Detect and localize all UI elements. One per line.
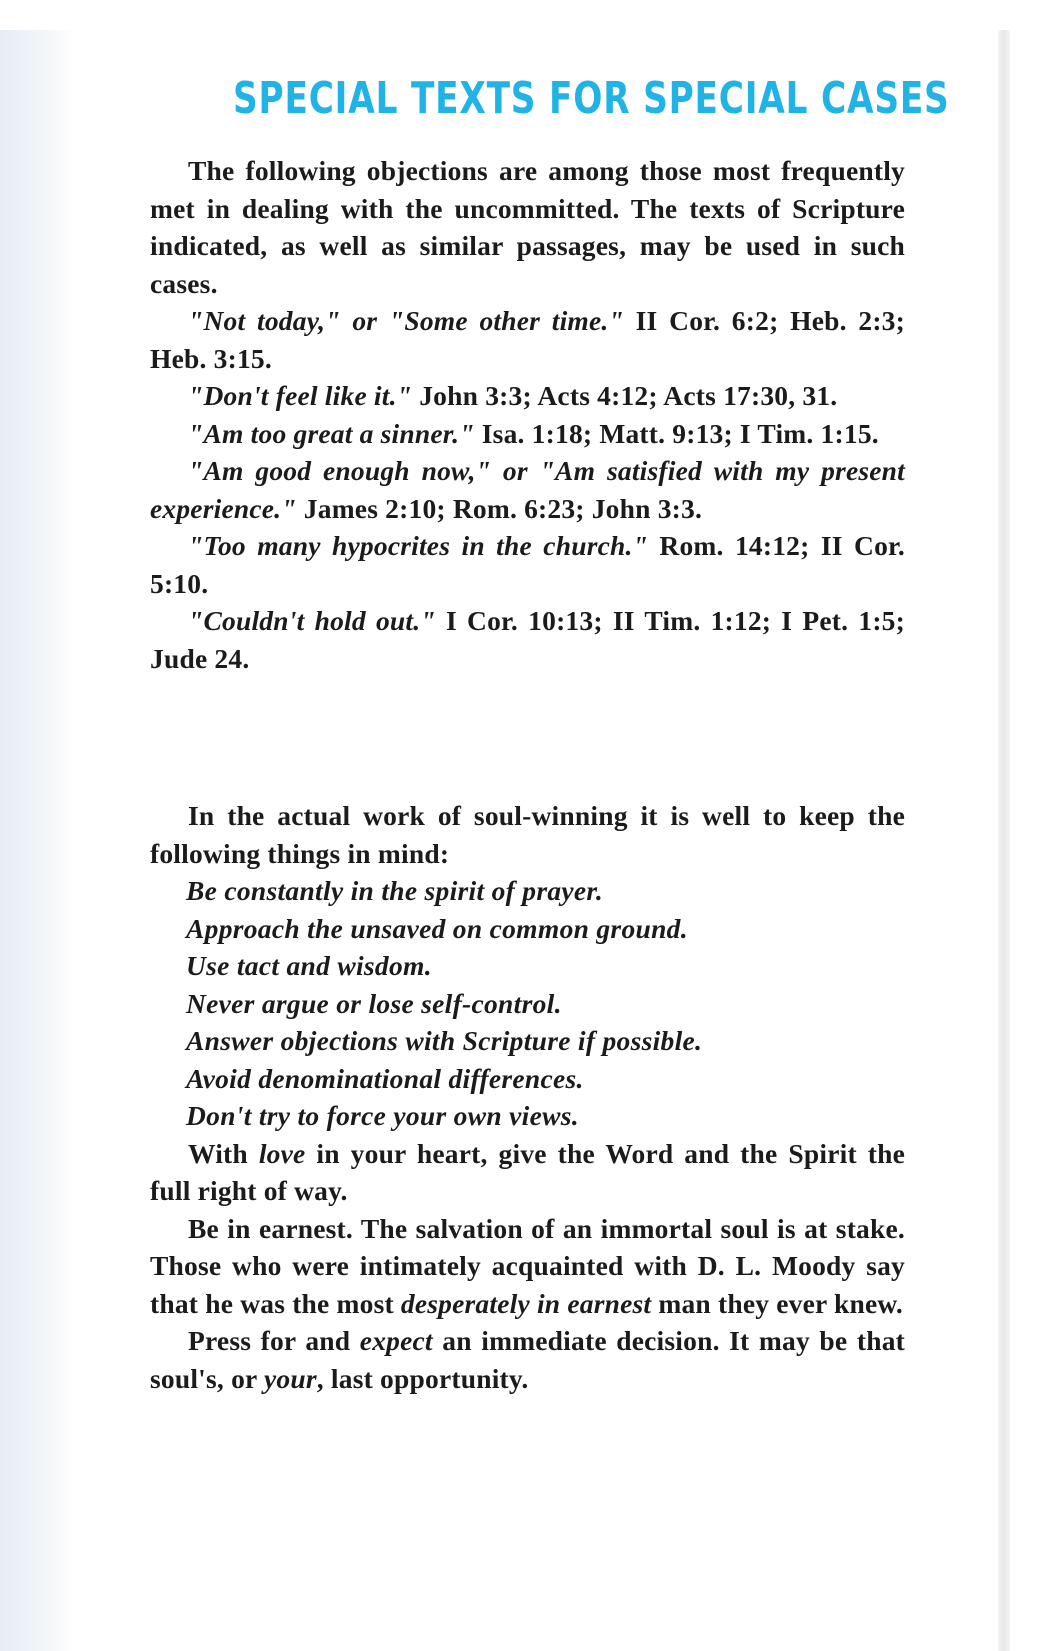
objection-quote: "Too many hypocrites in the church." [188, 530, 649, 561]
page-left-shadow [0, 30, 75, 1651]
objection-quote: "Couldn't hold out." [188, 605, 436, 636]
page-title: SPECIAL TEXTS FOR SPECIAL CASES [233, 73, 950, 124]
objection-quote: "Not today," or "Some other time." [188, 305, 624, 336]
tip-item: Use tact and wisdom. [186, 950, 432, 981]
objection-refs: James 2:10; Rom. 6:23; John 3:3. [296, 492, 703, 524]
emphasis-text: expect [359, 1325, 433, 1356]
objection-item [150, 377, 905, 415]
objection-refs: I Cor. 10:13; II Tim. 1:12; I Pet. 1:5; Jude 24. [150, 605, 905, 674]
section-gap [150, 677, 905, 797]
objection-item [150, 452, 905, 527]
objection-quote: "Don't feel like it." [188, 380, 413, 411]
love-paragraph [150, 1135, 905, 1210]
objection-item [150, 415, 905, 453]
tip-item: Avoid denominational differences. [186, 1062, 584, 1094]
objection-refs: Rom. 14:12; II Cor. 5:10. [150, 530, 905, 599]
text-run: an immediate decision. It may be that soul's, or [150, 1325, 905, 1394]
objection-item [150, 302, 905, 377]
tip-item: Be constantly in the spirit of prayer. [186, 875, 604, 906]
emphasis-text: your [264, 1362, 317, 1394]
page-right-edge [998, 30, 1010, 1651]
objection-refs: II Cor. 6:2; Heb. 2:3; Heb. 3:15. [150, 305, 905, 374]
soulwinning-intro: In the actual work of soul-winning it is well to keep the following things in mind: [150, 800, 905, 869]
emphasis-text: desperately in earnest [400, 1287, 652, 1319]
tip-item: Never argue or lose self-control. [186, 987, 562, 1019]
tip-item: Don't try to force your own views. [186, 1100, 579, 1131]
intro-paragraph: The following objections are among those most frequently met in dealing with the uncommitted. The texts of Scripture indicated, as well as similar passages, may be used in such cases. [150, 155, 905, 299]
objection-quote: "Am good enough now," or "Am satisfied with my present experience." [150, 455, 905, 524]
book-page [150, 70, 950, 1397]
earnest-paragraph [150, 1210, 905, 1323]
emphasis-text: love [258, 1137, 306, 1169]
objection-item [150, 602, 905, 677]
objection-item [150, 527, 905, 602]
objection-refs: Isa. 1:18; Matt. 9:13; I Tim. 1:15. [474, 417, 879, 449]
tip-item: Answer objections with Scripture if possible. [186, 1025, 703, 1056]
text-run: Press for and [188, 1325, 360, 1356]
press-paragraph [150, 1322, 905, 1397]
text-run: Be in earnest. The salvation of an immortal soul is at stake. Those who were intimately acquainted with D. L. Moody say that he was the most [150, 1212, 905, 1319]
text-run: man they ever knew. [651, 1287, 904, 1319]
tip-item: Approach the unsaved on common ground. [186, 912, 688, 944]
text-run: , last opportunity. [316, 1362, 529, 1394]
text-run: in your heart, give the Word and the Spirit the full right of way. [150, 1137, 905, 1206]
objection-quote: "Am too great a sinner." [188, 417, 475, 449]
text-run: With [188, 1137, 259, 1169]
objection-refs: John 3:3; Acts 4:12; Acts 17:30, 31. [412, 380, 838, 411]
